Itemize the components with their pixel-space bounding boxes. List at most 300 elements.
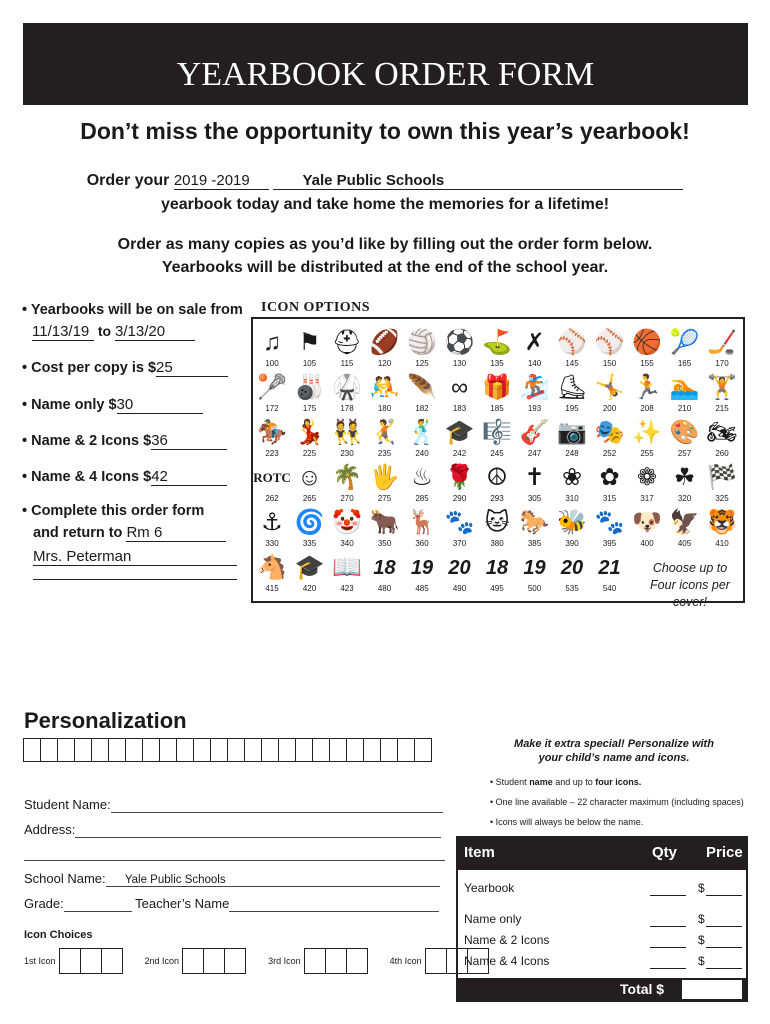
name-only-field[interactable]: 30 [117, 396, 203, 414]
icon-number: 183 [452, 404, 467, 413]
icon-glyph: 🎼 [482, 419, 512, 446]
name-character-cell[interactable] [346, 738, 364, 762]
icon-glyph: 🥍 [257, 374, 287, 401]
icon-glyph: ∞ [450, 374, 469, 401]
icon-number: 230 [340, 449, 354, 458]
icon-glyph: ⚾ [557, 329, 587, 356]
icon-choices-row: 1st Icon 2nd Icon 3rd Icon 4th Icon [24, 948, 489, 974]
icon-option [441, 507, 479, 548]
icon-option [703, 417, 741, 458]
icon-number: 215 [715, 404, 729, 413]
icon-option [441, 327, 479, 368]
icon-option [253, 552, 291, 593]
icon-glyph: 🌴 [332, 464, 362, 491]
icon-number: 320 [677, 494, 692, 503]
icon-glyph: ♫ [263, 329, 281, 356]
icon-option [516, 327, 554, 368]
icon-glyph: 🦌 [407, 509, 437, 536]
icon-number: 185 [490, 404, 504, 413]
icon-1-boxes[interactable] [60, 948, 123, 974]
icon-option [366, 462, 404, 503]
icon-glyph: 🎓 [294, 554, 325, 581]
icon-glyph: ROTC [253, 470, 291, 485]
icon-option [366, 552, 404, 593]
icon-glyph: ⚑ [298, 329, 321, 356]
name-character-cell[interactable] [210, 738, 228, 762]
icon-number: 125 [415, 359, 429, 368]
icon-option [553, 372, 591, 413]
icon-glyph: 🎸 [519, 419, 550, 446]
name-character-cell[interactable] [261, 738, 279, 762]
icon-options-title: ICON OPTIONS [258, 300, 373, 316]
col-price: Price [706, 844, 743, 861]
icon-number: 140 [527, 359, 542, 368]
icon-option [291, 327, 329, 368]
name-character-cell[interactable] [193, 738, 211, 762]
icon-glyph: 19 [523, 557, 546, 579]
icon-glyph: 19 [410, 557, 434, 579]
icon-option [366, 507, 404, 548]
icon-option [253, 462, 291, 503]
return-line-3[interactable] [33, 565, 237, 580]
icon-number: 260 [715, 449, 729, 458]
order-row-name-only: Name only $ [464, 912, 744, 926]
icon-glyph: 📖 [332, 554, 362, 581]
icon-option [291, 507, 329, 548]
icon-option [478, 372, 516, 413]
icon-option [666, 417, 704, 458]
student-name-row: Student Name: [24, 797, 443, 813]
name-character-cell[interactable] [176, 738, 194, 762]
note-icons-below: • Icons will always be below the name. [490, 817, 644, 827]
icon-glyph: 🪶 [407, 374, 437, 401]
icon-glyph: ❁ [636, 464, 658, 491]
icon-option [478, 462, 516, 503]
icon-number: 410 [715, 539, 729, 548]
icon-option [403, 462, 441, 503]
end-date-field[interactable]: 3/13/20 [115, 323, 195, 341]
icon-2-boxes[interactable] [183, 948, 246, 974]
icon-number: 145 [565, 359, 579, 368]
return-to-field-2[interactable]: Mrs. Peterman [33, 548, 237, 566]
start-date-field[interactable]: 11/13/19 [32, 323, 94, 341]
icon-glyph: ❀ [561, 464, 583, 491]
icon-option [591, 372, 629, 413]
icon-glyph: ⚽ [444, 329, 475, 356]
icon-option [553, 417, 591, 458]
icon-option [441, 372, 479, 413]
icon-glyph: ✿ [599, 464, 620, 491]
icon-glyph: 🐶 [632, 509, 662, 536]
cost-line: • Cost per copy is $25 [22, 359, 228, 377]
icon-glyph: 🤼 [369, 374, 400, 401]
icon-glyph: 🎓 [444, 419, 475, 446]
name-character-cell[interactable] [380, 738, 398, 762]
icon-glyph: 🐎 [519, 509, 550, 536]
qty-field[interactable] [650, 954, 686, 969]
note-one-line: • One line available – 22 character maximum (including spaces) [490, 797, 744, 807]
icon-number: 285 [415, 494, 429, 503]
icon-number: 310 [565, 494, 579, 503]
icon-glyph: ☺ [297, 464, 322, 491]
icon-number: 245 [490, 449, 504, 458]
cost-field[interactable]: 25 [156, 359, 228, 377]
icon-option [328, 372, 366, 413]
icon-option [478, 507, 516, 548]
icon-option [591, 507, 629, 548]
name-character-cell[interactable] [91, 738, 109, 762]
intro-line-2: yearbook today and take home the memories for a lifetime! [160, 196, 610, 213]
icon-glyph: 🤾 [369, 419, 400, 446]
icon-glyph: 📷 [557, 419, 587, 446]
icon-glyph: ⛳ [482, 329, 512, 356]
return-to-field[interactable]: Rm 6 [126, 524, 226, 542]
name-character-cell[interactable] [57, 738, 75, 762]
icon-option [666, 372, 704, 413]
icon-choices-label: Icon Choices [24, 929, 93, 941]
icon-option [478, 552, 516, 593]
order-row-name-2-icons: Name & 2 Icons $ [464, 933, 744, 947]
icon-number: 350 [377, 539, 392, 548]
icon-number: 242 [452, 449, 467, 458]
icon-option [328, 417, 366, 458]
icon-option [666, 327, 704, 368]
icon-glyph: ⛑ [331, 329, 363, 356]
icon-option [628, 417, 666, 458]
name-character-cell[interactable] [329, 738, 347, 762]
icon-number: 325 [715, 494, 729, 503]
icon-number: 223 [265, 449, 279, 458]
school-name-row: School Name: Yale Public Schools [24, 871, 440, 887]
icon-number: 317 [640, 494, 654, 503]
icon-option [478, 417, 516, 458]
icon-option [253, 327, 291, 368]
icon-glyph: 🎭 [594, 419, 625, 446]
icon-option [441, 552, 479, 593]
name-character-cell[interactable] [397, 738, 415, 762]
icon-option [628, 462, 666, 503]
icon-number: 115 [340, 359, 354, 368]
icon-glyph: 🎁 [482, 374, 512, 401]
icon-glyph: ☘ [673, 464, 696, 491]
icon-number: 415 [265, 584, 279, 593]
note-name-icons: • Student name and up to four icons. [490, 777, 642, 787]
icon-number: 420 [302, 584, 317, 593]
icon-number: 120 [377, 359, 392, 368]
grade-field[interactable] [64, 896, 132, 912]
icon-glyph: 🏊 [669, 374, 700, 401]
personalize-promo: Make it extra special! Personalize with your child’s name and icons. [514, 738, 714, 764]
icon-option [441, 462, 479, 503]
name-character-cell[interactable] [142, 738, 160, 762]
icon-glyph: 20 [448, 557, 471, 579]
icon-option [516, 372, 554, 413]
name-4-icons-line: • Name & 4 Icons $42 [22, 468, 227, 486]
name-character-cell[interactable] [312, 738, 330, 762]
icon-number: 208 [640, 404, 654, 413]
name-character-cell[interactable] [295, 738, 313, 762]
name-character-cell[interactable] [227, 738, 245, 762]
icon-number: 248 [565, 449, 579, 458]
icon-glyph: 🐱 [484, 509, 510, 536]
icon-option [553, 507, 591, 548]
order-line: Order your 2019 -2019 Yale Public Schools [0, 172, 770, 190]
name-character-cell[interactable] [108, 738, 126, 762]
icon-number: 178 [340, 404, 354, 413]
address-row: Address: [24, 822, 441, 838]
teacher-name-field[interactable] [229, 896, 439, 912]
icon-glyph: 🏋 [707, 374, 737, 401]
name-character-cell[interactable] [23, 738, 41, 762]
icon-option [366, 327, 404, 368]
icon-option [403, 327, 441, 368]
icon-glyph: 🏒 [707, 329, 737, 356]
icon-number: 315 [602, 494, 617, 503]
icon-number: 200 [602, 404, 617, 413]
icon-number: 210 [677, 404, 692, 413]
icon-glyph: 🐴 [257, 554, 287, 581]
icon-option [553, 462, 591, 503]
icon-option [328, 327, 366, 368]
icon-glyph: 21 [598, 557, 621, 579]
icon-glyph: 🏃 [632, 374, 662, 401]
icon-glyph: ☮ [486, 464, 508, 491]
icon-number: 165 [677, 359, 692, 368]
form-title: YEARBOOK ORDER FORM [176, 56, 595, 93]
icon-option [703, 462, 741, 503]
name-character-cell[interactable] [363, 738, 381, 762]
order-table-header [456, 836, 748, 870]
name-character-cell[interactable] [244, 738, 262, 762]
icon-glyph: 🖐 [369, 464, 400, 491]
icon-number: 400 [640, 539, 654, 548]
icon-glyph: 🤡 [332, 509, 362, 536]
icon-number: 130 [452, 359, 467, 368]
icon-number: 135 [490, 359, 504, 368]
icon-option [403, 507, 441, 548]
qty-field[interactable] [650, 933, 686, 948]
year-field[interactable]: 2019 -2019 [174, 172, 269, 190]
icon-option [666, 462, 704, 503]
price-field[interactable] [706, 912, 742, 927]
icon-glyph: 🎳 [294, 374, 325, 401]
icon-number: 480 [377, 584, 392, 593]
icon-number: 150 [602, 359, 617, 368]
school-field[interactable]: Yale Public Schools [273, 172, 683, 190]
icon-option [328, 507, 366, 548]
icon-number: 193 [527, 404, 542, 413]
icon-option [291, 417, 329, 458]
icon-glyph: 18 [485, 557, 509, 579]
name-character-cell[interactable] [278, 738, 296, 762]
return-line: and return to Rm 6 [33, 524, 226, 542]
icon-number: 172 [265, 404, 279, 413]
icon-glyph: 🦅 [669, 509, 700, 536]
return-line-2 [33, 548, 237, 566]
icon-option [591, 462, 629, 503]
name-2-icons-field[interactable]: 36 [151, 432, 227, 450]
address-field[interactable] [75, 822, 441, 838]
price-field[interactable] [706, 933, 742, 948]
icon-glyph: 🏐 [407, 329, 437, 356]
icon-option [703, 327, 741, 368]
icon-glyph: 18 [373, 557, 396, 579]
icon-glyph: 🎨 [669, 419, 700, 446]
name-character-cell[interactable] [414, 738, 432, 762]
name-character-grid[interactable] [24, 738, 432, 762]
icon-number: 240 [415, 449, 429, 458]
icon-number: 500 [527, 584, 542, 593]
price-field[interactable] [706, 881, 742, 896]
student-name-field[interactable] [111, 797, 443, 813]
total-field[interactable] [682, 980, 742, 999]
icon-glyph: ⚾ [594, 329, 625, 356]
icon-number: 360 [415, 539, 429, 548]
icon-number: 262 [265, 494, 279, 503]
icon-glyph: 🕺 [407, 419, 437, 446]
icon-number: 182 [415, 404, 429, 413]
icon-option [478, 327, 516, 368]
icon-option [553, 327, 591, 368]
icon-number: 385 [527, 539, 542, 548]
icon-option [628, 507, 666, 548]
col-item: Item [464, 844, 495, 861]
icon-option [703, 372, 741, 413]
icon-option [253, 507, 291, 548]
on-sale-label: • Yearbooks will be on sale from [22, 302, 243, 318]
icon-glyph: 🐾 [444, 509, 475, 536]
name-only-line: • Name only $30 [22, 396, 203, 414]
name-character-cell[interactable] [74, 738, 92, 762]
icon-number: 225 [302, 449, 317, 458]
icon-number: 535 [565, 584, 579, 593]
icon-option [328, 462, 366, 503]
icon-number: 293 [490, 494, 504, 503]
icon-option [253, 417, 291, 458]
icon-number: 395 [602, 539, 617, 548]
total-label: Total $ [620, 981, 665, 997]
icon-glyph: 20 [560, 557, 584, 579]
icon-number: 252 [602, 449, 617, 458]
name-2-icons-line: • Name & 2 Icons $36 [22, 432, 227, 450]
icon-number: 265 [302, 494, 317, 503]
choose-note: Choose up to Four icons per cover! [650, 561, 730, 609]
icon-glyph: ⚓ [261, 509, 283, 536]
intro-line-3: Order as many copies as you’d like by filling out the order form below. [117, 236, 653, 253]
icon-glyph: ✨ [632, 419, 662, 446]
icon-glyph: 🏂 [519, 374, 550, 401]
icon-option [628, 327, 666, 368]
icon-glyph: 🏁 [707, 464, 737, 491]
icon-glyph: ♨ [411, 464, 433, 491]
icon-option [403, 372, 441, 413]
icon-number: 305 [527, 494, 542, 503]
name-character-cell[interactable] [40, 738, 58, 762]
icon-number: 335 [302, 539, 317, 548]
icon-number: 195 [565, 404, 579, 413]
icon-glyph: 🎾 [669, 329, 700, 356]
icon-option [441, 417, 479, 458]
icon-glyph: 🏈 [369, 329, 400, 356]
icon-number: 100 [265, 359, 279, 368]
icon-number: 330 [265, 539, 279, 548]
icon-number: 247 [527, 449, 542, 458]
name-character-cell[interactable] [159, 738, 177, 762]
price-field[interactable] [706, 954, 742, 969]
icon-option [291, 462, 329, 503]
icon-option [591, 327, 629, 368]
icon-number: 485 [415, 584, 429, 593]
school-name-field[interactable]: Yale Public Schools [106, 874, 440, 887]
name-4-icons-field[interactable]: 42 [151, 468, 227, 486]
icon-glyph: 🐂 [369, 509, 400, 536]
icon-number: 490 [452, 584, 467, 593]
icon-glyph: 🐯 [707, 509, 737, 536]
icon-option [516, 462, 554, 503]
icon-number: 390 [565, 539, 579, 548]
col-qty: Qty [652, 844, 678, 861]
icon-number: 495 [490, 584, 504, 593]
grade-teacher-row: Grade: Teacher’s Name [24, 896, 439, 912]
icon-number: 257 [677, 449, 692, 458]
icon-option [253, 372, 291, 413]
icon-number: 170 [715, 359, 729, 368]
icon-number: 340 [340, 539, 354, 548]
icon-option [291, 372, 329, 413]
icon-number: 275 [377, 494, 392, 503]
icon-option [403, 417, 441, 458]
icon-number: 255 [640, 449, 654, 458]
complete-label: • Complete this order form [22, 503, 205, 519]
icon-glyph: 🏀 [632, 329, 662, 356]
icon-glyph: ✗ [524, 329, 545, 356]
icon-glyph: ⛸ [556, 374, 588, 401]
order-row-name-4-icons: Name & 4 Icons $ [464, 954, 744, 968]
icon-number: 540 [602, 584, 617, 593]
icon-option [703, 507, 741, 548]
address-field-2[interactable] [24, 860, 445, 861]
icon-glyph: 💃 [294, 419, 325, 446]
icon-option [516, 552, 554, 593]
icon-number: 155 [640, 359, 654, 368]
icon-option [591, 417, 629, 458]
name-character-cell[interactable] [125, 738, 143, 762]
icon-option [403, 552, 441, 593]
tagline: Don’t miss the opportunity to own this year’s yearbook! [80, 118, 690, 144]
icon-glyph: 🏇 [257, 419, 287, 446]
icon-number: 380 [490, 539, 504, 548]
qty-field[interactable] [650, 912, 686, 927]
personalization-heading: Personalization [24, 708, 187, 733]
icon-glyph: 👯 [332, 419, 362, 446]
icon-number: 290 [452, 494, 467, 503]
icon-number: 405 [677, 539, 692, 548]
icon-option [328, 552, 366, 593]
icon-option [366, 417, 404, 458]
icon-option [516, 417, 554, 458]
icon-option [591, 552, 629, 593]
sale-dates: 11/13/19 to 3/13/20 [32, 323, 195, 341]
icon-glyph: 🤸 [594, 374, 625, 401]
icon-glyph: 🌹 [444, 464, 475, 491]
icon-option [516, 507, 554, 548]
icon-option [666, 507, 704, 548]
icon-glyph: 🐾 [594, 509, 625, 536]
qty-field[interactable] [650, 881, 686, 896]
icon-option [366, 372, 404, 413]
icon-3-boxes[interactable] [305, 948, 368, 974]
icon-number: 180 [377, 404, 392, 413]
